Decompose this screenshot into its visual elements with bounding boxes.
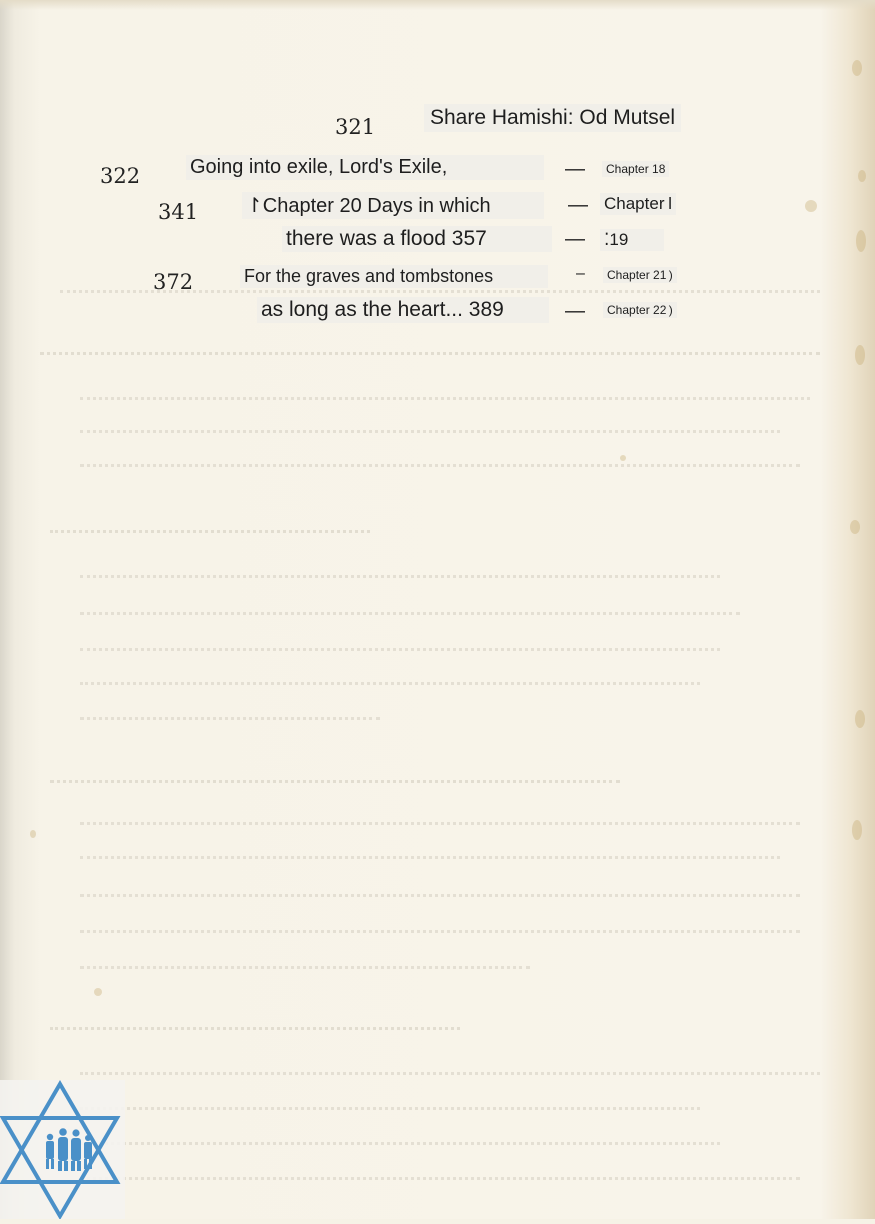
page-stain [852, 820, 862, 840]
star-of-david-family-icon [0, 1080, 125, 1219]
page-stain [858, 170, 866, 182]
page-stain [805, 200, 817, 212]
toc-dash: — [565, 228, 585, 250]
page-stain [855, 345, 865, 365]
page-stain [856, 230, 866, 252]
toc-entry-text: there was a flood 357 [282, 226, 552, 252]
toc-dash: — [565, 158, 585, 180]
page-stain [852, 60, 862, 76]
page-stain [620, 455, 626, 461]
page-stain [855, 710, 865, 728]
header-title: Share Hamishi: Od Mutsel [424, 104, 681, 132]
toc-page-number: 322 [100, 164, 141, 188]
toc-chapter: Chapter 21 ) [603, 267, 677, 283]
page-stain [30, 830, 36, 838]
header-page-number: 321 [335, 115, 376, 139]
toc-entry-text: ↾Chapter 20 Days in which [242, 192, 544, 219]
toc-page-number: 372 [153, 270, 194, 294]
toc-entry-text: as long as the heart... 389 [257, 297, 549, 323]
page-stain [850, 520, 860, 534]
toc-entry-text: For the graves and tombstones [240, 265, 548, 288]
toc-dash: — [568, 194, 588, 216]
page-stain [94, 988, 102, 996]
toc-chapter: Chapter ǀ [600, 193, 676, 215]
toc-page-number: 341 [158, 200, 199, 224]
toc-dash: — [565, 300, 585, 322]
toc-dash: – [576, 265, 585, 282]
toc-entry-text: Going into exile, Lord's Exile, [186, 155, 544, 180]
toc-chapter: Chapter 18 [602, 161, 669, 177]
page-top-edge [0, 0, 875, 10]
toc-chapter: ⁚19 [600, 229, 664, 251]
toc-chapter: Chapter 22 ) [603, 302, 677, 318]
